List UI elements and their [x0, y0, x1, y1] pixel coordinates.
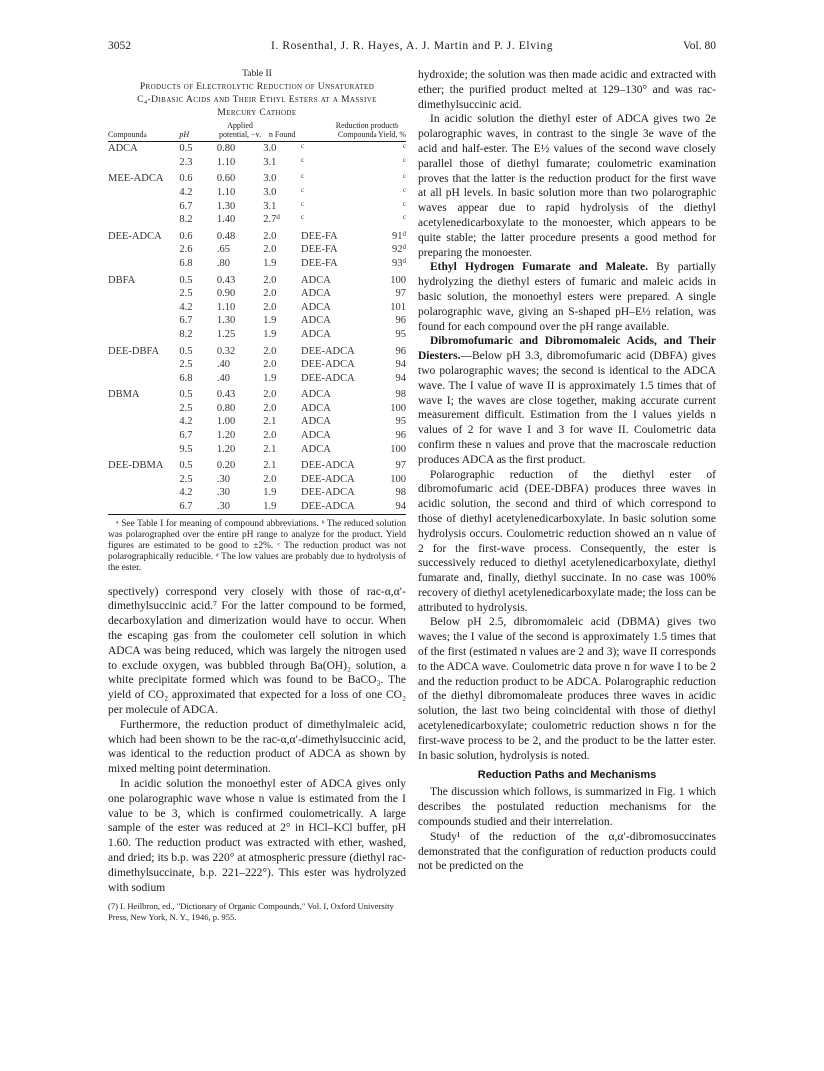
cell-yield: 98	[395, 487, 406, 499]
table-row	[108, 456, 406, 473]
table-row	[108, 473, 406, 487]
cell-compound: DBMA	[108, 389, 140, 401]
cell-product: DEE-ADCA	[301, 460, 355, 472]
body-paragraph: In acidic solution the diethyl ester of ADCA gives two 2e polarographic waves, in contrast to the single 3e wave of the acid and half-ester. The E½ values of the second wave closely parallel those of diethyl fumarate; coulometric examination proves that the latter is the reduction product for the first wave at all pH levels. In basic solution more than two polarographic waves appear due to rapid hydrolysis of the diethyl acetylenedicarboxylate to the monoester, which appears to be quite stable; the latter procedure presents a good method for preparing the monoester.	[418, 113, 716, 259]
cell-compound	[108, 415, 179, 429]
cell-potential: .80	[216, 257, 230, 269]
header-compound: Compounda	[108, 122, 179, 142]
cell-compound: DEE-DBFA	[108, 345, 160, 357]
cell-compound: ADCA	[108, 143, 138, 155]
cell-ph: 0.5	[179, 274, 193, 286]
subsection-heading: Ethyl Hydrogen Fumarate and Maleate.	[430, 261, 648, 274]
table-row	[108, 257, 406, 271]
cell-potential: .30	[216, 473, 230, 485]
cell-n: 2.0	[263, 402, 277, 414]
cell-yield: 94	[377, 500, 406, 514]
table-row	[108, 415, 406, 429]
cell-potential: 1.10	[216, 156, 236, 168]
cell-potential: 1.25	[216, 328, 236, 340]
cell-ph: 4.2	[179, 416, 193, 428]
cell-compound	[108, 473, 179, 487]
header-potential: Applied potential, −v.	[211, 122, 263, 142]
cell-product: ADCA	[301, 402, 331, 414]
cell-potential: 1.30	[216, 315, 236, 327]
cell-n: 3.1	[263, 156, 277, 168]
cell-product: DEE-FA	[301, 230, 338, 242]
cell-product: c	[301, 213, 305, 222]
cell-product: DEE-ADCA	[301, 345, 355, 357]
cell-ph: 8.2	[179, 214, 193, 226]
cell-n: 2.0	[263, 274, 277, 286]
cell-n: 2.0	[263, 244, 277, 256]
cell-ph: 6.7	[179, 430, 193, 442]
cell-potential: 0.90	[216, 288, 236, 300]
table-row	[108, 169, 406, 186]
cell-n: 2.7$^d$	[263, 213, 280, 226]
cell-potential: 0.32	[216, 345, 236, 357]
table-title-line: C₄-Dibasic Acids and Their Ethyl Esters at a Massive	[137, 95, 377, 105]
cell-yield: 95	[395, 328, 406, 340]
cell-potential: 0.43	[216, 389, 236, 401]
cell-compound: DEE-DBMA	[108, 460, 164, 472]
cell-ph: 2.5	[179, 288, 193, 300]
cell-ph: 2.5	[179, 473, 193, 485]
cell-product: ADCA	[301, 274, 331, 286]
body-paragraph: Furthermore, the reduction product of dimethylmaleic acid, which had been shown to be the rac-α,α′-dimethylsuccinic acid, was identical to the reduction product of ADCA as shown by mixed melting point determination.	[108, 718, 406, 776]
cell-yield: 97	[395, 288, 406, 300]
header-n-found: n Found	[263, 122, 301, 142]
running-authors: I. Rosenthal, J. R. Hayes, A. J. Martin and P. J. Elving	[270, 40, 554, 52]
table-row	[108, 243, 406, 257]
table-row	[108, 342, 406, 359]
cell-compound: MEE-ADCA	[108, 173, 164, 185]
cell-n: 1.9	[263, 372, 277, 384]
cell-product: DEE-ADCA	[301, 473, 355, 485]
cell-potential: 1.20	[216, 443, 236, 455]
table-row	[108, 213, 406, 227]
cell-compound	[108, 372, 179, 386]
cell-ph: 2.5	[179, 359, 193, 371]
cell-compound	[108, 486, 179, 500]
cell-n: 2.1	[263, 460, 277, 472]
cell-n: 1.9	[263, 257, 277, 269]
cell-compound	[108, 156, 179, 170]
cell-compound	[108, 257, 179, 271]
cell-product: ADCA	[301, 315, 331, 327]
footnote-reference: (7) I. Heilbron, ed., "Dictionary of Organic Compounds," Vol. I, Oxford University Press, New York, N. Y., 1946, p. 955.	[108, 901, 394, 923]
cell-potential: 0.80	[216, 143, 236, 155]
cell-n: 3.0	[263, 186, 277, 198]
cell-product: ADCA	[301, 328, 331, 340]
body-paragraph: Below pH 2.5, dibromomaleic acid (DBMA) gives two waves; the I value of the second is approximately 1.5 times that of the first (estimated n values are 2 and 3); wave II corresponds to the ADCA wave. Coulometric data prove n for wave I to be 2 and the reduction product to be ADCA. Polarographic reduction of the diethyl dibromomaleate produces three waves in acidic solution, the last two being coincidental with those of diethyl acetylenedicarboxylate; coulometric reduction shows n for the first-wave process to be 2, and the product to be the latter ester. In basic solution, hydrolysis is noted.	[418, 616, 716, 762]
cell-yield: 96	[395, 430, 406, 442]
table-caption: Table II	[242, 69, 272, 79]
body-paragraph: hydroxide; the solution was then made acidic and extracted with ether; the purified product melted at 129–130° and was rac-dimethylsuccinic acid.	[418, 69, 716, 111]
cell-yield: 100	[390, 402, 406, 414]
subsection-paragraph: Dibromofumaric and Dibromomaleic Acids, and Their Diesters.—Below pH 3.3, dibromofumaric acid (DBFA) gives two polarographic waves; the second is identical to the ADCA wave. The I value of wave II is approximately 1.5 times that of wave I; the waves are close together, making accurate current measurement difficult. Estimation from the I values yields n values of 2 for wave I and 3 for wave II. Coulometric data confirm these n values and prove that the macroscale reduction produces ADCA as the first product.	[418, 335, 716, 466]
page-header	[108, 40, 716, 56]
cell-compound	[108, 200, 179, 214]
table-row	[108, 402, 406, 416]
cell-compound	[108, 186, 179, 200]
cell-ph: 9.5	[179, 443, 193, 455]
header-yield: Yield, %	[377, 122, 406, 142]
cell-ph: 6.7	[179, 500, 210, 514]
cell-n: 2.0	[263, 389, 277, 401]
body-paragraph: spectively) correspond very closely with those of rac-α,α′-dimethylsuccinic acid.⁷ For the latter compound to be formed, decarboxylation and dimerization would have to occur. When the escaping gas from the coulometer cell solution in which ADCA was being reduced, which was largely the nitrogen used to exclude oxygen, was bubbled through Ba(OH)₂ solution, a white precipitate formed which was found to be BaCO₃. The yield of CO₂ approximated that expected for a loss of one CO₂ per molecule of ADCA.	[108, 585, 406, 717]
cell-n: 2.1	[263, 416, 277, 428]
cell-ph: 2.5	[179, 402, 193, 414]
cell-n: 1.9	[263, 500, 301, 514]
table-title-line: Mercury Cathode	[217, 108, 297, 118]
cell-yield: c	[402, 142, 406, 151]
cell-n: 3.0	[263, 143, 277, 155]
cell-ph: 2.6	[179, 244, 193, 256]
cell-yield: 95	[395, 416, 406, 428]
table-row	[108, 186, 406, 200]
cell-potential: 1.00	[216, 416, 236, 428]
left-column	[108, 68, 406, 923]
table-row	[108, 358, 406, 372]
table-row	[108, 287, 406, 301]
cell-n: 2.1	[263, 443, 277, 455]
cell-potential: 1.20	[216, 430, 236, 442]
cell-yield: c	[402, 172, 406, 181]
table-row	[108, 301, 406, 315]
cell-yield: 98	[395, 389, 406, 401]
cell-potential: 0.43	[216, 274, 236, 286]
cell-product: c	[301, 155, 305, 164]
cell-product: ADCA	[301, 443, 331, 455]
cell-n: 1.9	[263, 487, 277, 499]
cell-potential: 1.40	[216, 214, 236, 226]
cell-yield: c	[402, 213, 406, 222]
cell-ph: 6.7	[179, 200, 193, 212]
cell-potential: .65	[216, 244, 230, 256]
cell-n: 1.9	[263, 328, 277, 340]
cell-compound	[108, 358, 179, 372]
cell-potential: 1.10	[216, 301, 236, 313]
cell-compound: DEE-ADCA	[108, 230, 162, 242]
cell-product: ADCA	[301, 389, 331, 401]
body-paragraph: In acidic solution the monoethyl ester of ADCA gives only one polarographic wave whose n value is estimated from the I value to be 3, which is confirmed coulometrically. A large sample of the ester was reduced at 2° in HCl–KCl buffer, pH 1.60. The reduction product was extracted with ether, washed, and dried; its b.p. was 220° at atmospheric pressure (diethyl rac-dimethylsuccinate, b.p. 221–222°). This ester was hydrolyzed with sodium	[108, 778, 406, 894]
cell-ph: 6.7	[179, 315, 193, 327]
header-ph: pH	[179, 122, 210, 142]
table-row	[108, 328, 406, 342]
table-row	[108, 385, 406, 402]
cell-product: DEE-ADCA	[301, 359, 355, 371]
table-row	[108, 429, 406, 443]
cell-n: 2.0	[263, 345, 277, 357]
cell-compound	[108, 402, 179, 416]
body-paragraph: Study¹ of the reduction of the α,α′-dibromosuccinates demonstrated that the configuration of reduction products could not be predicted on the	[418, 830, 716, 873]
cell-potential: 0.20	[216, 460, 236, 472]
cell-ph: 0.5	[179, 460, 193, 472]
cell-yield: 91$^d$	[392, 229, 406, 242]
cell-n: 2.0	[263, 473, 277, 485]
cell-yield: c	[402, 199, 406, 208]
cell-yield: 100	[390, 473, 406, 485]
cell-ph: 0.6	[179, 230, 193, 242]
cell-compound	[108, 301, 179, 315]
body-paragraph: Polarographic reduction of the diethyl ester of dibromofumaric acid (DEE-DBFA) produces three waves in acidic solution, the second and third of which correspond to those of diethyl acetylenedicarboxylate. In basic solution some hydrolysis occurs. Coulometric reduction showed an n value of 2 for the first-wave process. Consequently, the ester is successively reduced to diethyl acetylenedicarboxylate, diethyl fumarate and, finally, diethyl succinate. In no case was 100% recovery of diethyl acetylenedicarboxylate made; the loss can be attributed to hydrolysis.	[418, 468, 716, 614]
subsection-heading: Dibromofumaric and Dibromomaleic Acids, and Their Diesters.	[418, 335, 716, 363]
cell-product: ADCA	[301, 430, 331, 442]
cell-ph: 8.2	[179, 328, 193, 340]
table-row	[108, 227, 406, 244]
table-footnotes	[108, 519, 406, 575]
page-number: 3052	[108, 40, 131, 52]
cell-product: ADCA	[301, 416, 331, 428]
header-reduction-product: Reduction productb	[335, 121, 399, 130]
cell-yield: 92$^d$	[392, 243, 406, 256]
cell-yield: c	[402, 155, 406, 164]
right-column	[418, 68, 716, 874]
cell-potential: 0.60	[216, 173, 236, 185]
table-row	[108, 200, 406, 214]
cell-product: DEE-ADCA	[301, 487, 355, 499]
cell-product: ADCA	[301, 288, 331, 300]
cell-yield: c	[402, 185, 406, 194]
body-paragraph: The discussion which follows, is summarized in Fig. 1 which describes the postulated reduction mechanisms for the compounds studied and their interrelation.	[418, 786, 716, 829]
products-table	[108, 122, 406, 515]
cell-compound	[108, 287, 179, 301]
cell-yield: 96	[395, 345, 406, 357]
table-row	[108, 156, 406, 170]
section-heading: Reduction Paths and Mechanisms	[477, 769, 657, 782]
cell-compound	[108, 328, 179, 342]
table-row	[108, 271, 406, 288]
cell-compound	[108, 213, 179, 227]
cell-yield: 94	[395, 372, 406, 384]
cell-yield: 93$^d$	[392, 256, 406, 269]
cell-ph: 4.2	[179, 186, 193, 198]
cell-ph: 0.5	[179, 345, 193, 357]
cell-n: 2.0	[263, 230, 277, 242]
cell-n: 2.0	[263, 359, 277, 371]
cell-product: c	[301, 199, 305, 208]
header-product-compound: Reduction productb Compounda	[301, 122, 377, 142]
cell-potential: .40	[216, 372, 230, 384]
cell-ph: 0.6	[179, 173, 193, 185]
cell-yield: 100	[390, 443, 406, 455]
cell-yield: 96	[395, 315, 406, 327]
cell-product: DEE-FA	[301, 257, 338, 269]
cell-ph: 4.2	[179, 487, 193, 499]
cell-ph: 2.3	[179, 156, 193, 168]
cell-ph: 0.5	[179, 143, 193, 155]
subsection-paragraph: Ethyl Hydrogen Fumarate and Maleate. By partially hydrolyzing the diethyl esters of fumaric and maleic acids in basic solution, the monoethyl esters were prepared. A single polarographic wave, giving an S-shaped pH–E½ relation, was found for each compound over the pH range available.	[418, 261, 717, 333]
cell-potential: 1.10	[216, 186, 236, 198]
cell-yield: 100	[390, 274, 406, 286]
cell-product: DEE-ADCA	[301, 500, 377, 514]
cell-potential: 1.30	[216, 200, 236, 212]
cell-compound	[108, 243, 179, 257]
cell-n: 2.0	[263, 430, 277, 442]
cell-potential: 0.48	[216, 230, 236, 242]
cell-product: c	[301, 142, 305, 151]
footnote-text: ᵃ See Table I for meaning of compound abbreviations. ᵇ The reduced solution was polarographed over the entire pH range to analyze for the product. Yield figures are estimated to be good to ±2%. ᶜ The reduction product was not polarographically reducible. ᵈ The low values are probably due to hydrolysis of the ester.	[108, 518, 406, 574]
table-row	[108, 443, 406, 457]
cell-compound	[108, 443, 179, 457]
table-row	[108, 142, 406, 156]
volume-label: Vol. 80	[682, 40, 716, 52]
cell-product: c	[301, 185, 305, 194]
table-title	[108, 81, 406, 120]
cell-product: DEE-FA	[301, 244, 338, 256]
cell-yield: 101	[390, 301, 406, 313]
cell-ph: 0.5	[179, 389, 193, 401]
cell-potential: 0.80	[216, 402, 236, 414]
cell-n: 3.0	[263, 173, 277, 185]
cell-n: 3.1	[263, 200, 277, 212]
cell-compound	[108, 314, 179, 328]
cell-compound: DBFA	[108, 274, 136, 286]
cell-ph: 4.2	[179, 301, 193, 313]
cell-yield: 94	[395, 359, 406, 371]
table-title-line: Products of Electrolytic Reduction of Unsaturated	[139, 82, 375, 92]
table-row	[108, 314, 406, 328]
cell-n: 2.0	[263, 301, 277, 313]
cell-compound	[108, 429, 179, 443]
cell-potential: .30	[216, 487, 230, 499]
table-row	[108, 486, 406, 500]
cell-yield: 97	[395, 460, 406, 472]
cell-product: ADCA	[301, 301, 331, 313]
cell-n: 1.9	[263, 315, 277, 327]
cell-product: DEE-ADCA	[301, 372, 355, 384]
cell-compound	[108, 500, 179, 514]
table-row	[108, 500, 406, 514]
cell-potential: .30	[211, 500, 263, 514]
table-header-row	[108, 122, 406, 142]
cell-potential: .40	[216, 359, 230, 371]
cell-ph: 6.8	[179, 372, 193, 384]
cell-product: c	[301, 172, 305, 181]
cell-n: 2.0	[263, 288, 277, 300]
cell-ph: 6.8	[179, 257, 193, 269]
table-row	[108, 372, 406, 386]
